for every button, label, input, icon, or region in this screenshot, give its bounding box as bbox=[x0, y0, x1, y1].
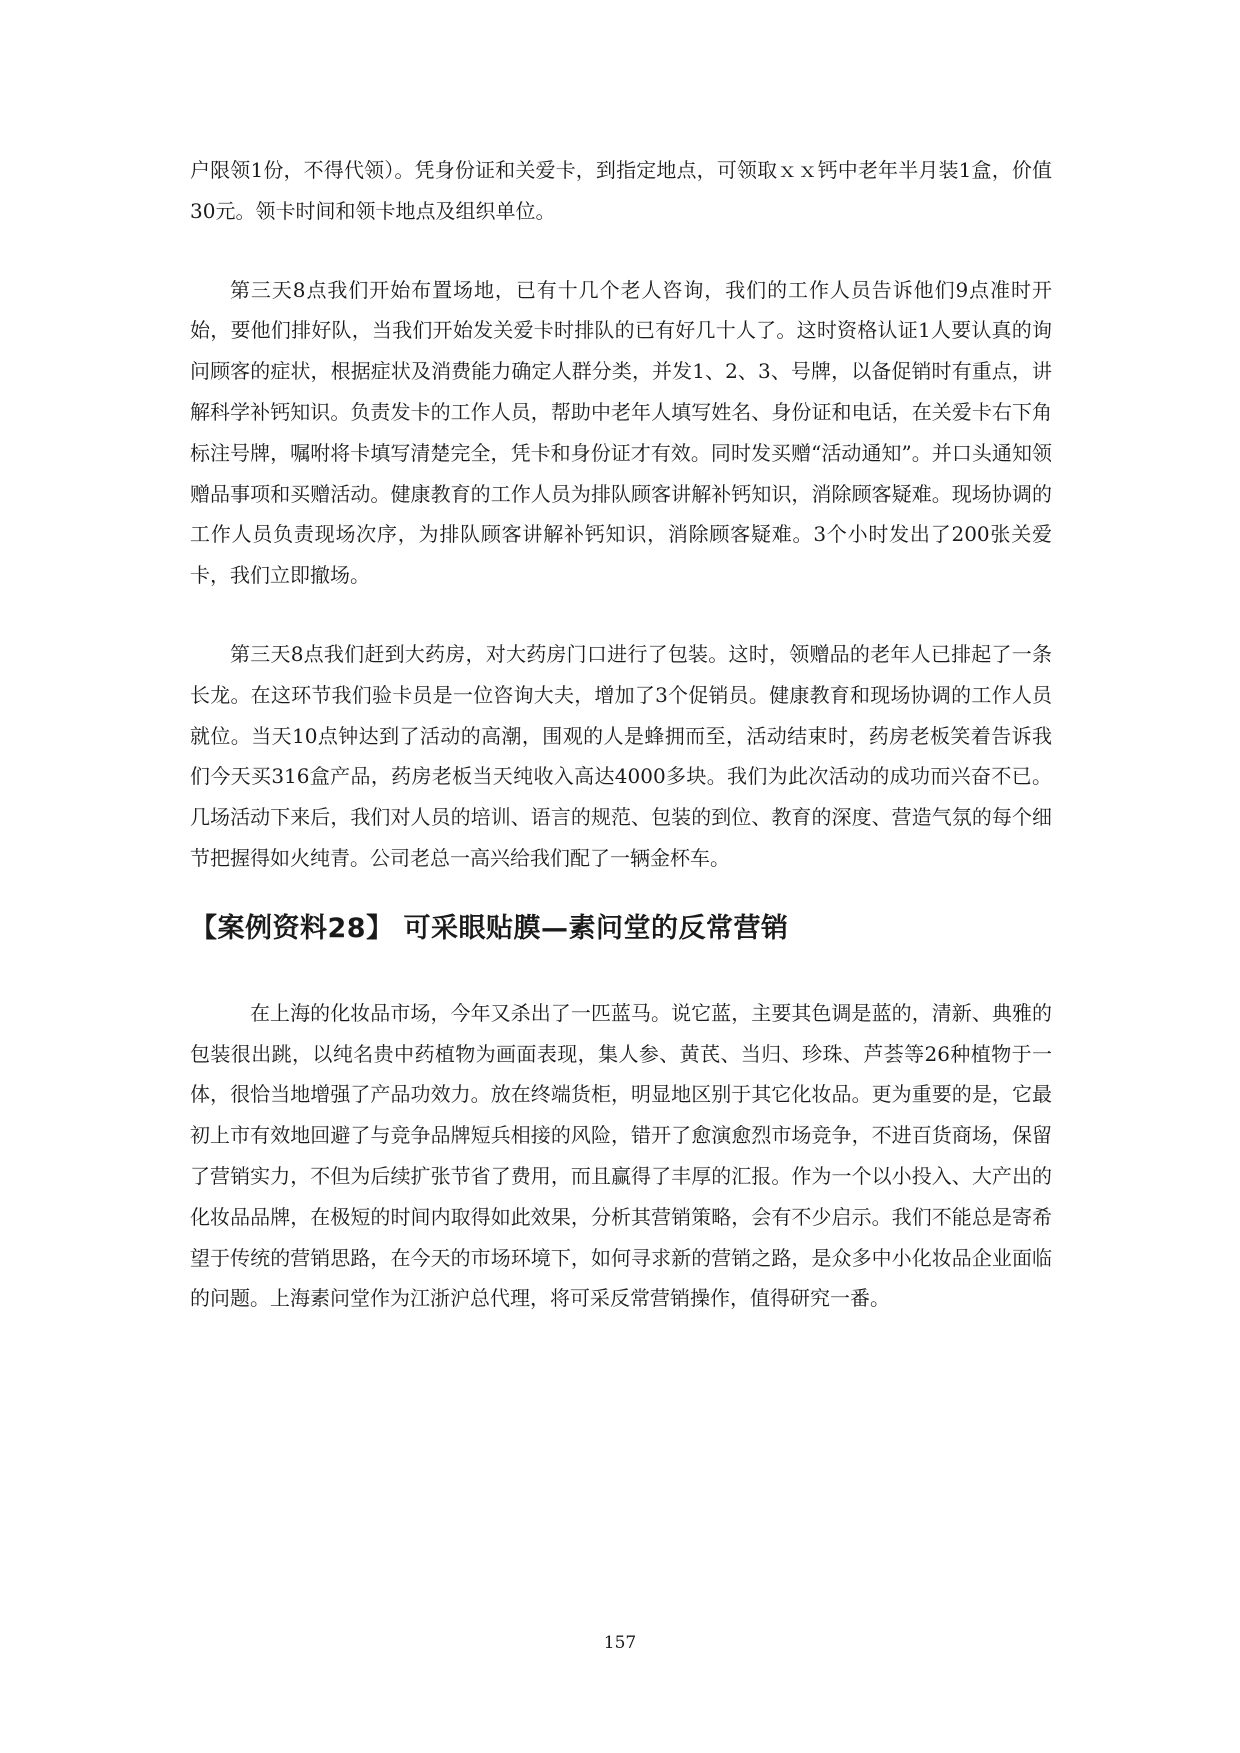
paragraph-spacer bbox=[190, 232, 1052, 270]
paragraph-continued: 户限领1份，不得代领）。凭身份证和关爱卡，到指定地点，可领取ｘｘ钙中老年半月装1盒，价值30元。领卡时间和领卡地点及组织单位。 bbox=[190, 158, 1052, 223]
heading-spacer-top bbox=[190, 879, 1052, 909]
page-body bbox=[190, 150, 1052, 1319]
paragraph-event-day: 第三天8点我们赶到大药房，对大药房门口进行了包装。这时，领赠品的老年人已排起了一条长龙。在这环节我们验卡员是一位咨询大夫，增加了3个促销员。健康教育和现场协调的工作人员就位。当天10点钟达到了活动的高潮，围观的人是蜂拥而至，活动结束时，药房老板笑着告诉我们今天买316盒产品，药房老板当天纯收入高达4000多块。我们为此次活动的成功而兴奋不已。几场活动下来后，我们对人员的培训、语言的规范、包装的到位、教育的深度、营造气氛的每个细节把握得如火纯青。公司老总一高兴给我们配了一辆金杯车。 bbox=[190, 641, 1052, 870]
paragraph-case-intro: 在上海的化妆品市场，今年又杀出了一匹蓝马。说它蓝，主要其色调是蓝的，清新、典雅的包装很出跳，以纯名贵中药植物为画面表现，集人参、黄芪、当归、珍珠、芦荟等26种植物于一体，很恰当地增强了产品功效力。放在终端货柜，明显地区别于其它化妆品。更为重要的是，它最初上市有效地回避了与竞争品牌短兵相接的风险，错开了愈演愈烈市场竞争，不进百货商场，保留了营销实力，不但为后续扩张节省了费用，而且赢得了丰厚的汇报。作为一个以小投入、大产出的化妆品品牌，在极短的时间内取得如此效果，分析其营销策略，会有不少启示。我们不能总是寄希望于传统的营销思路，在今天的市场环境下，如何寻求新的营销之路，是众多中小化妆品企业面临的问题。上海素问堂作为江浙沪总代理，将可采反常营销操作，值得研究一番。 bbox=[190, 1000, 1052, 1311]
paragraph-setup-day: 第三天8点我们开始布置场地，已有十几个老人咨询，我们的工作人员告诉他们9点准时开始，要他们排好队，当我们开始发关爱卡时排队的已有好几十人了。这时资格认证1人要认真的询问顾客的症状，根据症状及消费能力确定人群分类，并发1、2、3、号牌，以备促销时有重点，讲解科学补钙知识。负责发卡的工作人员，帮助中老年人填写姓名、身份证和电话，在关爱卡右下角标注号牌，嘱咐将卡填写清楚完全，凭卡和身份证才有效。同时发买赠“活动通知”。并口头通知领赠品事项和买赠活动。健康教育的工作人员为排队顾客讲解补钙知识，消除顾客疑难。现场协调的工作人员负责现场次序，为排队顾客讲解补钙知识，消除顾客疑难。3个小时发出了200张关爱卡，我们立即撤场。 bbox=[190, 277, 1052, 588]
case-heading: 【案例资料28】 可采眼贴膜—素问堂的反常营销 bbox=[190, 912, 789, 944]
heading-spacer-bottom bbox=[190, 949, 1052, 993]
page-number: 157 bbox=[603, 1633, 637, 1653]
paragraph-spacer bbox=[190, 596, 1052, 634]
